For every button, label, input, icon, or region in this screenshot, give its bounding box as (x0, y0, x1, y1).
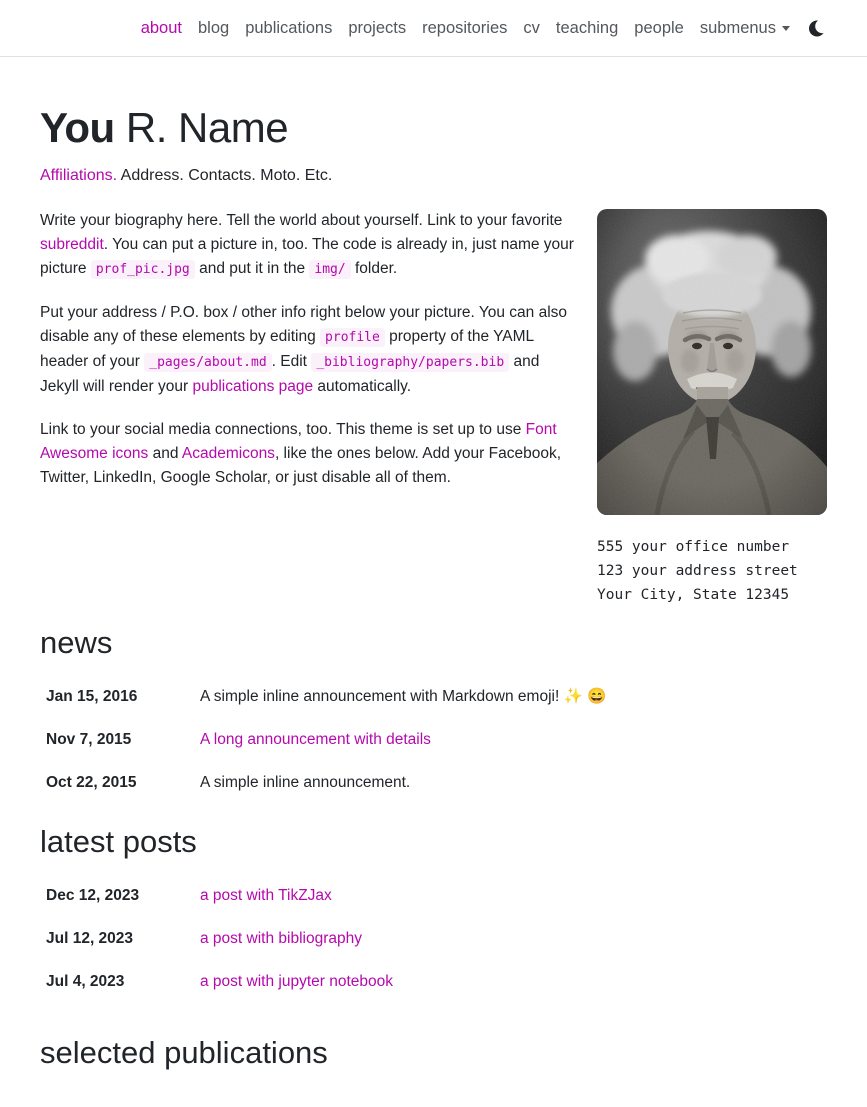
nav-item-label: projects (348, 18, 407, 37)
main-content (40, 104, 827, 1107)
dark-mode-toggle[interactable] (798, 17, 827, 40)
nav-item[interactable] (626, 11, 692, 46)
address-line: 123 your address street (597, 563, 798, 580)
news-row (40, 675, 827, 718)
top-navbar (0, 0, 867, 57)
last-name: R. Name (125, 104, 289, 151)
inline-code: img/ (309, 260, 350, 279)
inline-code: profile (320, 328, 385, 347)
nav-item[interactable] (237, 11, 340, 46)
text-run: and Jekyll will render your (40, 353, 540, 396)
latest-posts-title: latest posts (40, 824, 197, 860)
text-run: Put your address / P.O. box / other info right below your picture. You can also disable any of these elements by editing (40, 304, 568, 346)
text-run: Link to your social media connections, too. This theme is set up to use (40, 421, 526, 439)
address-block (597, 535, 827, 607)
news-section (40, 615, 827, 804)
text-run: folder. (350, 260, 398, 278)
nav-item-label: people (634, 18, 684, 37)
text-run: Address. Contacts. Moto. Etc. (117, 167, 333, 185)
news-text[interactable]: A long announcement with details (200, 731, 431, 749)
posts-list (40, 874, 827, 1003)
news-row (40, 718, 827, 761)
nav-item[interactable] (133, 11, 190, 46)
post-link[interactable]: a post with TikZJax (200, 887, 332, 905)
nav-links (133, 11, 798, 46)
nav-item-label: submenus (699, 18, 776, 37)
text-run: . Edit (271, 353, 312, 371)
inline-link[interactable]: subreddit (40, 236, 104, 254)
post-row (40, 960, 827, 1003)
nav-item-label: cv (523, 18, 540, 37)
navbar-inner (40, 0, 827, 56)
nav-item[interactable] (190, 11, 237, 46)
chevron-down-icon (782, 26, 790, 31)
text-run: property of the YAML header of your (40, 328, 534, 371)
text-run: , like the ones below. Add your Facebook, Twitter, LinkedIn, Google Scholar, or just disable all of them. (40, 445, 562, 487)
text-run: . You can put a picture in, too. The code is already in, just name your picture (40, 236, 574, 278)
address-line: 555 your office number (597, 539, 790, 556)
nav-item[interactable] (414, 11, 515, 46)
nav-item[interactable] (340, 11, 414, 46)
news-list (40, 675, 827, 804)
selected-publications-title: selected publications (40, 1035, 328, 1071)
nav-item-label: about (140, 18, 182, 37)
inline-code: _bibliography/papers.bib (311, 353, 509, 372)
post-date: Dec 12, 2023 (46, 887, 140, 905)
nav-item-label: publications (245, 18, 333, 37)
page-title (40, 104, 827, 152)
post-row (40, 917, 827, 960)
text-run: Write your biography here. Tell the world about yourself. Link to your favorite (40, 212, 563, 230)
portrait-image (597, 209, 827, 515)
nav-item-label: teaching (555, 18, 619, 37)
profile-photo (597, 209, 827, 515)
news-date: Jan 15, 2016 (46, 688, 138, 706)
first-name: You (40, 104, 115, 151)
nav-item-label: repositories (422, 18, 508, 37)
inline-code: _pages/about.md (144, 353, 271, 372)
inline-link[interactable]: publications page (192, 378, 314, 396)
nav-item-label: blog (197, 18, 230, 37)
nav-item[interactable] (548, 11, 626, 46)
latest-posts-section (40, 808, 827, 1003)
page-subtitle (40, 164, 827, 188)
news-date: Nov 7, 2015 (46, 731, 132, 749)
profile-sidebar (597, 209, 827, 607)
inline-code: prof_pic.jpg (91, 260, 195, 279)
text-run: automatically. (313, 378, 412, 396)
moon-icon (808, 19, 827, 38)
post-date: Jul 4, 2023 (46, 973, 125, 991)
selected-publications-section (40, 1007, 827, 1107)
nav-item[interactable] (515, 11, 548, 46)
inline-link[interactable]: Academicons (181, 445, 275, 463)
post-row (40, 874, 827, 917)
text-run: and (148, 445, 182, 463)
text-run: and put it in the (194, 260, 310, 278)
news-text: A simple inline announcement with Markdown emoji! ✨ 😄 (200, 688, 607, 706)
news-title: news (40, 625, 113, 661)
news-date: Oct 22, 2015 (46, 774, 137, 792)
post-link[interactable]: a post with bibliography (200, 930, 362, 948)
inline-link[interactable]: Affiliations. (40, 167, 118, 185)
news-text: A simple inline announcement. (200, 774, 411, 792)
inline-link[interactable]: Font Awesome icons (40, 421, 557, 463)
page-header (40, 104, 827, 188)
about-content (40, 209, 827, 604)
post-date: Jul 12, 2023 (46, 930, 134, 948)
news-row (40, 761, 827, 804)
nav-item[interactable] (692, 11, 798, 46)
post-link[interactable]: a post with jupyter notebook (200, 973, 394, 991)
address-line: Your City, State 12345 (597, 587, 790, 604)
